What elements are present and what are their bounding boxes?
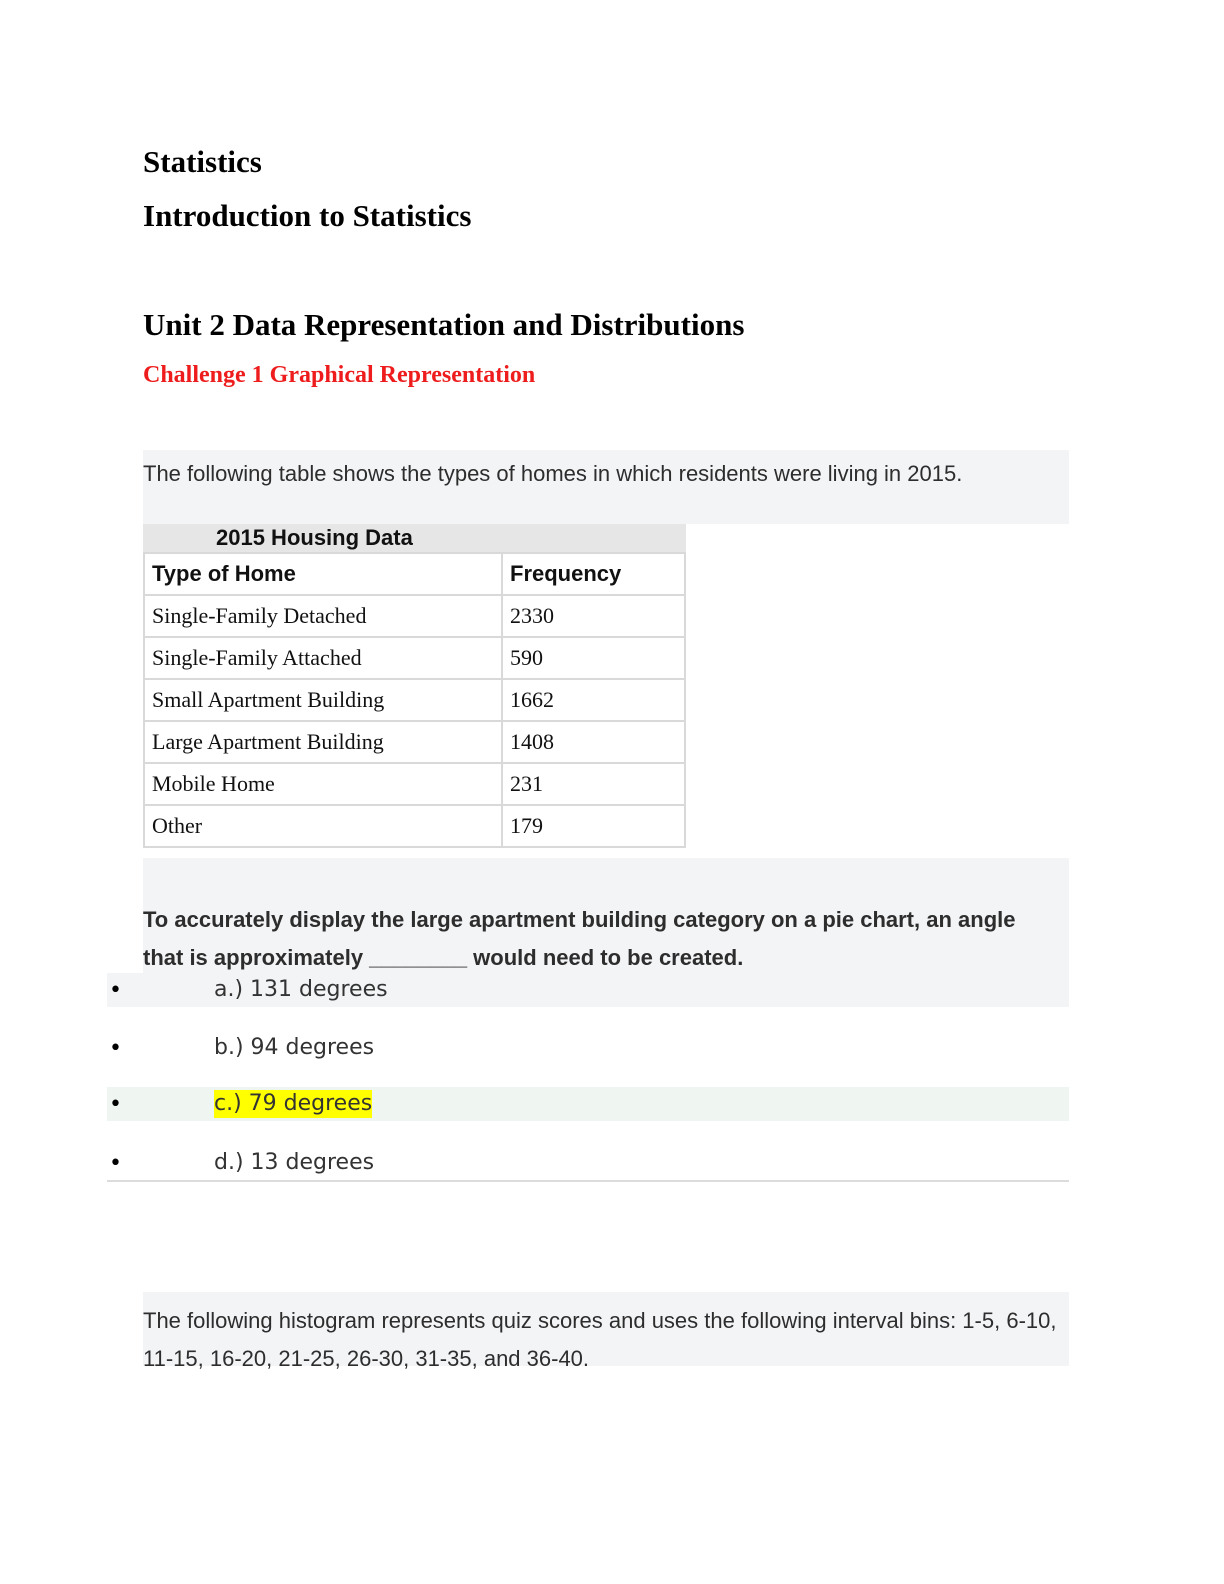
frequency-cell: 1662: [502, 679, 685, 721]
answer-option-label: a.) 131 degrees: [214, 977, 388, 1002]
answer-option-c[interactable]: [107, 1087, 1069, 1121]
frequency-cell: 231: [502, 763, 685, 805]
table-row: [144, 805, 685, 847]
table-row: [144, 721, 685, 763]
answer-option-label: b.) 94 degrees: [214, 1035, 375, 1060]
question-text: To accurately display the large apartment building category on a pie chart, an angle that is approximately ________ would need to be created.: [143, 907, 1016, 970]
histogram-intro-block: [143, 1292, 1069, 1371]
intro-text: The following table shows the types of homes in which residents were living in 2015.: [143, 461, 963, 486]
type-cell: Large Apartment Building: [144, 721, 502, 763]
intro-block: [143, 450, 1069, 524]
column-header-frequency: Frequency: [502, 553, 685, 595]
course-subtitle: Introduction to Statistics: [143, 198, 472, 233]
challenge-heading: Challenge 1 Graphical Representation: [143, 362, 536, 388]
frequency-cell: 590: [502, 637, 685, 679]
table-row: [144, 637, 685, 679]
answer-option-d[interactable]: [107, 1146, 1069, 1182]
answer-option-label: d.) 13 degrees: [214, 1150, 375, 1175]
column-header-type: Type of Home: [144, 553, 502, 595]
answer-option-b[interactable]: [107, 1031, 1069, 1065]
frequency-cell: 179: [502, 805, 685, 847]
type-cell: Single-Family Attached: [144, 637, 502, 679]
table-row: [144, 679, 685, 721]
answer-option-a[interactable]: [107, 973, 1069, 1007]
type-cell: Other: [144, 805, 502, 847]
bullet-icon: •: [109, 978, 122, 1003]
answer-option-label-highlighted: c.) 79 degrees: [214, 1091, 373, 1116]
table-row: [144, 763, 685, 805]
frequency-cell: 1408: [502, 721, 685, 763]
table-header-row: [144, 553, 685, 595]
housing-data-table: [143, 524, 686, 848]
type-cell: Single-Family Detached: [144, 595, 502, 637]
bullet-icon: •: [109, 1036, 122, 1061]
type-cell: Mobile Home: [144, 763, 502, 805]
course-title: Statistics: [143, 144, 262, 179]
bullet-icon: •: [109, 1092, 122, 1117]
bullet-icon: •: [109, 1151, 122, 1176]
table-caption: 2015 Housing Data: [143, 524, 686, 552]
table-row: [144, 595, 685, 637]
unit-heading: Unit 2 Data Representation and Distributions: [143, 307, 745, 342]
frequency-cell: 2330: [502, 595, 685, 637]
histogram-intro-text: The following histogram represents quiz scores and uses the following interval bins: 1-5, 6-10, 11-15, 16-20, 21-25, 26-30, 31-35, and 36-40.: [143, 1308, 1057, 1371]
type-cell: Small Apartment Building: [144, 679, 502, 721]
